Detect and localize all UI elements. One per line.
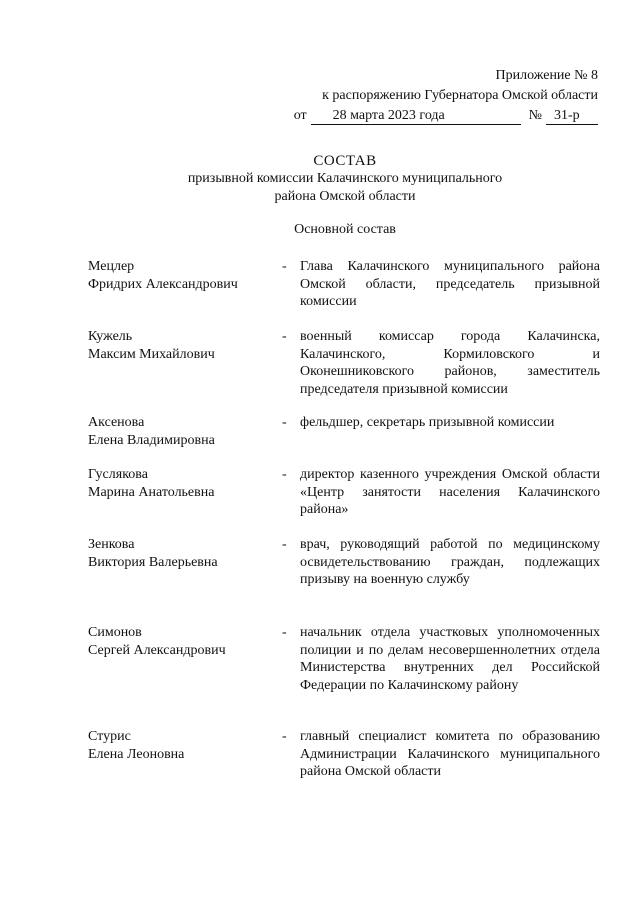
member-row — [88, 624, 600, 694]
number-label: № — [528, 108, 542, 123]
member-given-names: Сергей Александрович — [88, 642, 226, 658]
member-given-names: Фридрих Александрович — [88, 276, 238, 292]
appendix-header — [238, 66, 598, 126]
member-role: врач, руководящий работой по медицинскому освидетельствованию граждан, подлежащих призыву на военную службу — [300, 537, 600, 587]
member-given-names: Виктория Валерьевна — [88, 554, 218, 570]
title-heading: СОСТАВ — [313, 153, 377, 169]
member-given-names: Марина Анатольевна — [88, 484, 215, 500]
member-dash: - — [282, 537, 287, 552]
order-date-line — [238, 106, 598, 126]
member-given-names: Максим Михайлович — [88, 346, 215, 362]
member-row — [88, 258, 600, 311]
member-role: начальник отдела участковых уполномоченных полиции и по делам несовершеннолетних отдела Министерства внутренних дел Российской Федерации по Калачинскому району — [300, 625, 600, 693]
section-title: Основной состав — [294, 222, 396, 237]
member-surname: Стурис — [88, 729, 131, 744]
member-name — [88, 258, 278, 293]
member-given-names: Елена Владимировна — [88, 432, 215, 448]
appendix-number: Приложение № 8 — [495, 68, 598, 83]
member-dash: - — [282, 625, 287, 640]
member-name — [88, 466, 278, 501]
member-row — [88, 728, 600, 781]
member-surname: Аксенова — [88, 415, 145, 430]
member-dash: - — [282, 467, 287, 482]
appendix-order-reference: к распоряжению Губернатора Омской области — [322, 88, 598, 103]
member-name — [88, 536, 278, 571]
member-row — [88, 328, 600, 398]
title-line-1: призывной комиссии Калачинского муниципального — [187, 171, 503, 186]
member-role: военный комиссар города Калачинска, Калачинского, Кормиловского и Оконешниковского районов, заместитель председателя призывной комиссии — [300, 329, 600, 397]
member-dash: - — [282, 259, 287, 274]
title-line-2: района Омской области — [274, 189, 416, 204]
member-role: Глава Калачинского муниципального района Омской области, председатель призывной комиссии — [300, 259, 600, 309]
member-name — [88, 624, 278, 659]
member-dash: - — [282, 415, 287, 430]
member-surname: Симонов — [88, 625, 142, 640]
member-surname: Зенкова — [88, 537, 135, 552]
member-row — [88, 466, 600, 519]
member-name — [88, 728, 278, 763]
member-role: директор казенного учреждения Омской области «Центр занятости населения Калачинского района» — [300, 467, 600, 517]
document-title — [80, 152, 610, 206]
order-date: 28 марта 2023 года — [311, 108, 521, 125]
order-number: 31-р — [546, 108, 598, 125]
member-dash: - — [282, 729, 287, 744]
member-name — [88, 328, 278, 363]
member-name — [88, 414, 278, 449]
member-row — [88, 414, 600, 449]
member-surname: Мецлер — [88, 259, 135, 274]
member-role: фельдшер, секретарь призывной комиссии — [300, 415, 555, 430]
member-dash: - — [282, 329, 287, 344]
member-role: главный специалист комитета по образованию Администрации Калачинского муниципального района Омской области — [300, 729, 600, 779]
member-surname: Гуслякова — [88, 467, 148, 482]
member-given-names: Елена Леоновна — [88, 746, 185, 762]
member-surname: Кужель — [88, 329, 133, 344]
date-prefix: от — [293, 108, 307, 123]
member-row — [88, 536, 600, 589]
